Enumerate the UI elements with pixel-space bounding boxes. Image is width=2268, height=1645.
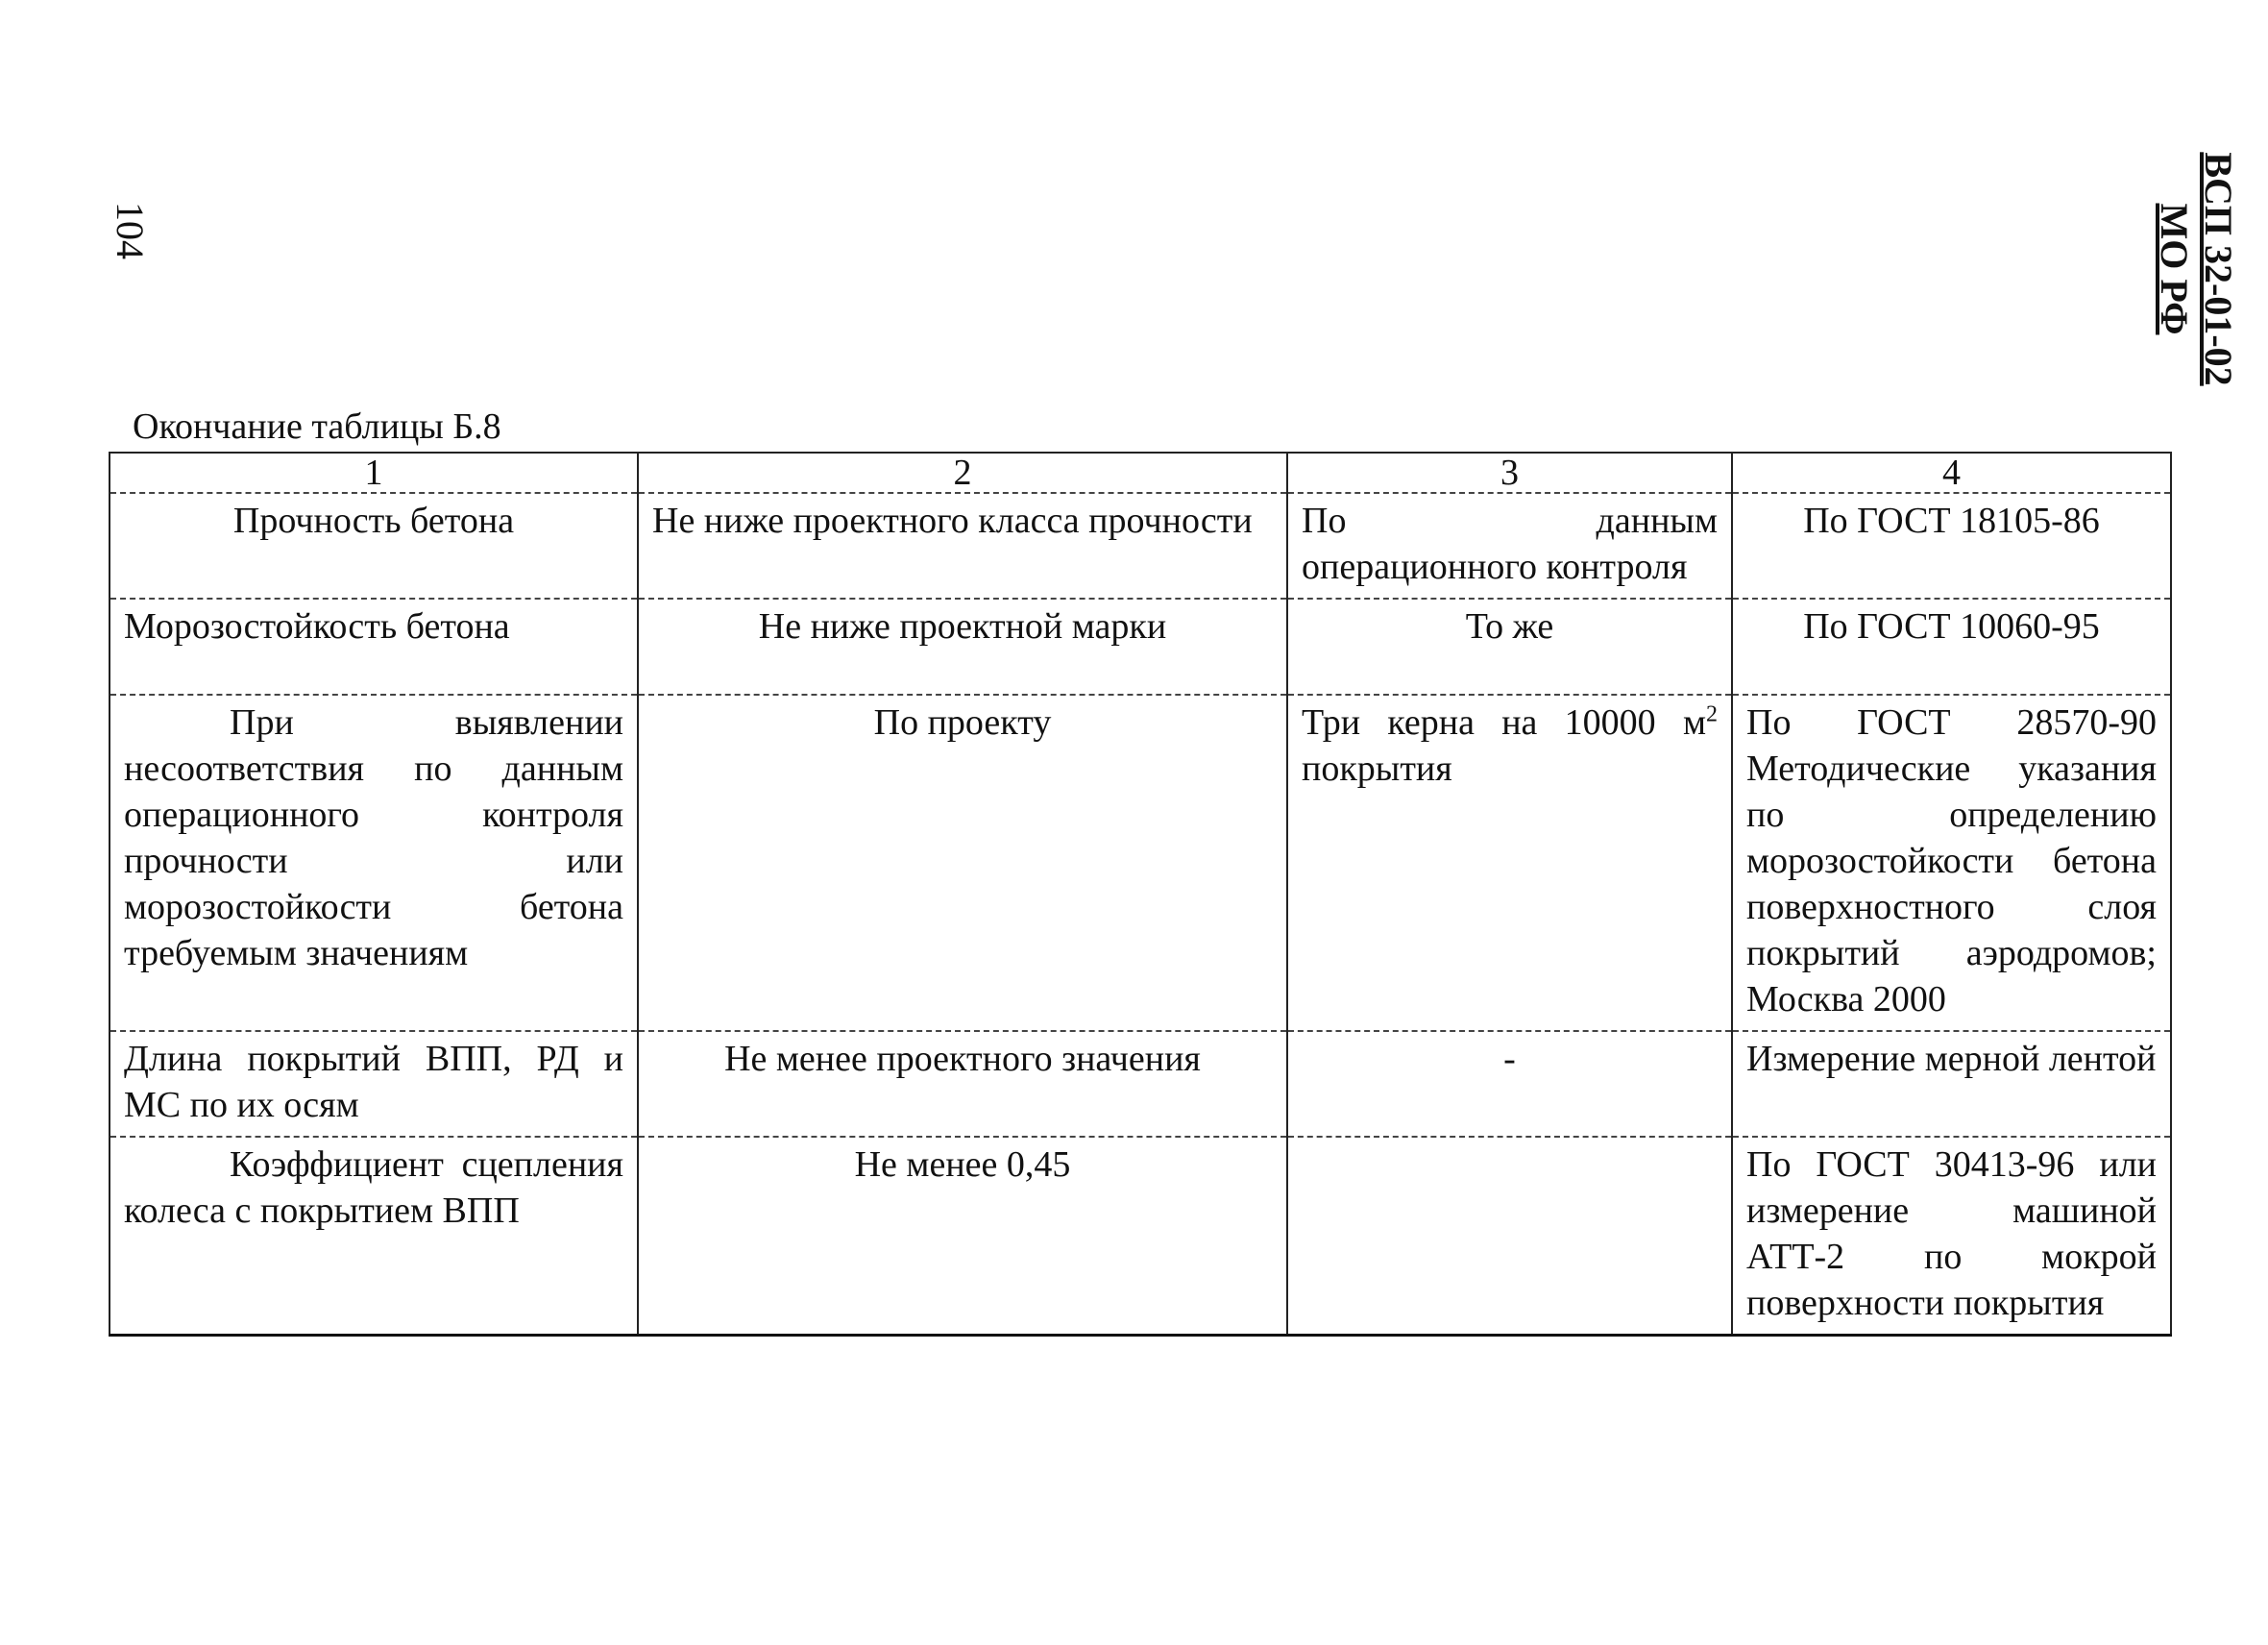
table-cell: По ГОСТ 10060-95	[1732, 599, 2171, 695]
table-row	[110, 599, 2171, 695]
table-cell: По проекту	[638, 695, 1287, 1031]
table-cell	[1287, 1137, 1732, 1336]
document-organization: МО РФ	[2153, 203, 2196, 335]
table-cell: Не менее 0,45	[638, 1137, 1287, 1336]
column-header-1: 1	[110, 453, 638, 493]
table-cell: По данным операционного контроля	[1287, 493, 1732, 599]
superscript: 2	[1706, 701, 1718, 727]
column-header-4: 4	[1732, 453, 2171, 493]
document-code: ВСП 32-01-02	[2197, 152, 2240, 386]
table-cell: По ГОСТ 30413-96 или измерение машиной АТТ-2 по мокрой поверхности покрытия	[1732, 1137, 2171, 1336]
table-header-row	[110, 453, 2171, 493]
document-code-header	[2144, 144, 2240, 394]
table-cell: Не ниже проектного класса прочности	[638, 493, 1287, 599]
table-cell	[1287, 695, 1732, 1031]
table-row	[110, 1137, 2171, 1336]
table-cell: Длина покрытий ВПП, РД и МС по их осям	[110, 1031, 638, 1137]
table-cell: Коэффициент сцепления колеса с покрытием ВПП	[110, 1137, 638, 1336]
table-caption: Окончание таблицы Б.8	[133, 406, 501, 447]
table-cell: Не менее проектного значения	[638, 1031, 1287, 1137]
table-cell: -	[1287, 1031, 1732, 1137]
column-header-2: 2	[638, 453, 1287, 493]
table-cell: Морозостойкость бетона	[110, 599, 638, 695]
table-cell: При выявлении несоответствия по данным операционного контроля прочности или морозостойкости бетона требуемым значениям	[110, 695, 638, 1031]
table-cell: По ГОСТ 18105-86	[1732, 493, 2171, 599]
table-row	[110, 493, 2171, 599]
table-cell: Прочность бетона	[110, 493, 638, 599]
table-row	[110, 1031, 2171, 1137]
cell-text: Три керна на 10000 м	[1302, 702, 1706, 743]
specification-table	[109, 452, 2172, 1337]
table-cell: Не ниже проектной марки	[638, 599, 1287, 695]
column-header-3: 3	[1287, 453, 1732, 493]
table-cell: Измерение мерной лентой	[1732, 1031, 2171, 1137]
table-row	[110, 695, 2171, 1031]
cell-text: покрытия	[1302, 749, 1452, 789]
table-cell: То же	[1287, 599, 1732, 695]
page-number: 104	[109, 202, 152, 259]
table-cell: По ГОСТ 28570-90 Методические указания по определению морозостойкости бетона поверхностного слоя покрытий аэродромов; Москва 2000	[1732, 695, 2171, 1031]
